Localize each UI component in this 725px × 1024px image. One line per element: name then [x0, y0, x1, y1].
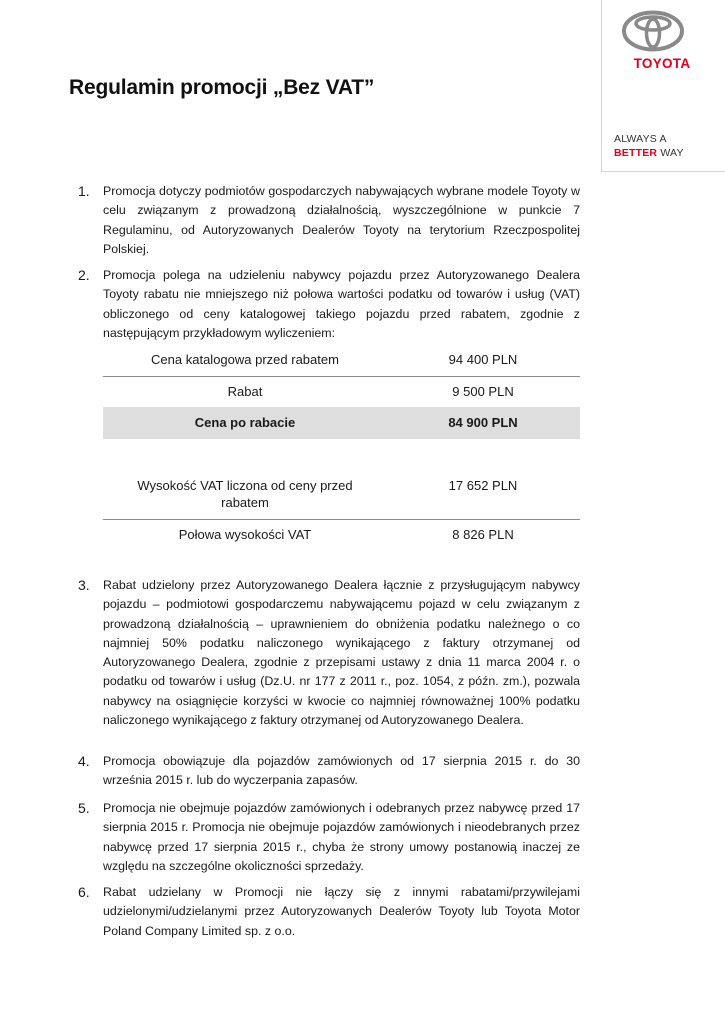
- row-label: Połowa wysokości VAT: [178, 527, 312, 542]
- tagline-line1: ALWAYS A: [614, 133, 667, 145]
- row-label: Cena katalogowa przed rabatem: [151, 352, 339, 367]
- tagline-way: WAY: [657, 147, 684, 159]
- row-value: 84 900 PLN: [448, 415, 518, 430]
- item-text: Rabat udzielany w Promocji nie łączy się z innymi rabatami/przywilejami udzielonymi/udzielanymi przez Autoryzowanych Dealerów Toyoty lub Toyota Motor Poland Company Limited sp. z o.o.: [103, 885, 580, 938]
- row-label: Wysokość VAT liczona od ceny przed rabatem: [137, 478, 353, 510]
- tagline-line2: [614, 146, 684, 160]
- brand-panel: [601, 0, 725, 172]
- item-text: Rabat udzielony przez Autoryzowanego Dealera łącznie z przysługującym nabywcy pojazdu – podmiotowi gospodarczemu nabywającemu pojazd w celu związanym z prowadzoną działalnością – uprawnieniem do obniżenia podatku należnego o co najmniej 50% podatku naliczonego wynikającego z faktury otrzymanej od Autoryzowanego Dealera, zgodnie z przepisami ustawy z dnia 11 marca 2004 r. o podatku od towarów i usług (Dz.U. nr 177 z 2011 r., poz. 1054, z późn. zm.), pozwala nabywcy na osiągnięcie korzyści w kwocie co najmniej równoważnej 100% podatku naliczonego wynikającego z faktury otrzymanej od Autoryzowanego Dealera.: [103, 578, 580, 728]
- toyota-emblem-icon: [621, 10, 685, 52]
- row-value: 17 652 PLN: [448, 478, 518, 493]
- table-divider: [103, 519, 580, 520]
- item-number: 4.: [78, 753, 90, 769]
- item-text: Promocja obowiązuje dla pojazdów zamówionych od 17 sierpnia 2015 r. do 30 września 2015 r. lub do wyczerpania zapasów.: [103, 754, 580, 788]
- row-value: 8 826 PLN: [452, 527, 514, 542]
- item-text: Promocja dotyczy podmiotów gospodarczych nabywających wybrane modele Toyoty w celu związanym z prowadzoną działalnością, wyszczególnione w punkcie 7 Regulaminu, od Autoryzowanych Dealerów Toyoty na terytorium Rzeczpospolitej Polskiej.: [103, 184, 580, 256]
- row-value: 9 500 PLN: [452, 384, 514, 399]
- row-label: Cena po rabacie: [194, 415, 296, 430]
- table-divider: [103, 376, 580, 377]
- brand-name: TOYOTA: [633, 56, 691, 71]
- item-number: 3.: [78, 577, 90, 593]
- brand-tagline: [614, 132, 684, 160]
- item-text: Promocja nie obejmuje pojazdów zamówionych i odebranych przez nabywcę przed 17 sierpnia 2015 r. Promocja nie obejmuje pojazdów zamówionych i nieodebranych przez nabywcę przed 17 sierpnia 2015 r., chyba że strony umowy postanowią inaczej ze względu na szczególne okoliczności sprzedaży.: [103, 801, 580, 873]
- item-number: 1.: [78, 183, 90, 199]
- page-title: Regulamin promocji „Bez VAT”: [69, 76, 375, 99]
- row-value: 94 400 PLN: [448, 352, 518, 367]
- item-text: Promocja polega na udzieleniu nabywcy pojazdu przez Autoryzowanego Dealera Toyoty rabatu nie mniejszego niż połowa wartości podatku od towarów i usług (VAT) obliczonego od ceny katalogowej takiego pojazdu przed rabatem, zgodnie z następującym przykładowym wyliczeniem:: [103, 268, 580, 340]
- item-number: 5.: [78, 800, 90, 816]
- item-number: 2.: [78, 267, 90, 283]
- row-label: Rabat: [227, 384, 263, 399]
- item-number: 6.: [78, 884, 90, 900]
- tagline-better: BETTER: [614, 147, 658, 159]
